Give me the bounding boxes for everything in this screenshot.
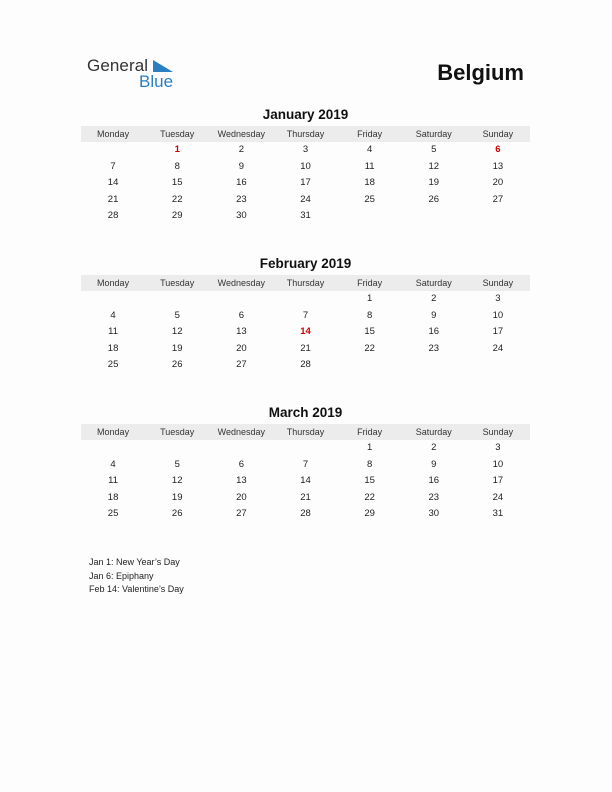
day-cell: 13 — [492, 160, 504, 172]
day-cell: 2 — [431, 442, 437, 453]
day-cell — [81, 142, 145, 159]
day-cell: 4 — [366, 144, 373, 155]
day-cell: 25 — [107, 508, 119, 519]
day-cell — [273, 291, 337, 308]
day-cell: 4 — [110, 309, 116, 321]
day-cell: 27 — [492, 193, 504, 205]
day-cell: 31 — [300, 210, 311, 221]
day-cell: 21 — [300, 342, 311, 354]
day-cell: 13 — [236, 475, 247, 486]
holiday-day-cell: 1 — [174, 144, 180, 155]
day-cell: 10 — [492, 458, 504, 470]
holiday-day-cell: 14 — [300, 326, 311, 337]
weekday-header: Saturday — [415, 427, 452, 437]
day-cell: 22 — [364, 491, 375, 503]
day-cell: 30 — [236, 210, 247, 221]
day-cell — [145, 440, 209, 457]
logo-triangle-icon — [153, 60, 173, 72]
day-cell: 24 — [492, 491, 504, 503]
day-cell: 30 — [428, 508, 440, 519]
day-cell: 23 — [236, 193, 247, 205]
day-cell: 11 — [108, 475, 118, 486]
day-cell: 21 — [107, 193, 119, 205]
day-cell — [81, 440, 145, 457]
logo-word-blue: Blue — [139, 72, 174, 91]
day-cell — [145, 291, 209, 308]
day-cell: 6 — [238, 309, 244, 321]
day-cell: 9 — [431, 309, 437, 321]
day-cell: 1 — [366, 293, 373, 304]
weekday-header: Monday — [97, 278, 130, 288]
logo-word-general: General — [87, 56, 149, 75]
week-row — [81, 490, 530, 507]
day-cell: 12 — [171, 326, 183, 337]
holiday-note: Jan 6: Epiphany — [89, 570, 154, 581]
holiday-note: Jan 1: New Year’s Day — [89, 557, 180, 567]
day-cell: 24 — [492, 342, 504, 354]
day-cell: 28 — [300, 359, 311, 370]
day-cell: 27 — [236, 359, 247, 370]
weekday-header: Sunday — [482, 129, 514, 139]
weekday-header: Monday — [97, 427, 130, 437]
day-cell: 26 — [428, 193, 440, 205]
day-cell: 25 — [107, 359, 119, 370]
day-cell — [338, 357, 402, 374]
day-cell: 2 — [238, 144, 244, 155]
week-row — [81, 208, 530, 225]
day-cell: 5 — [174, 309, 180, 321]
week-row — [81, 159, 530, 176]
day-cell: 19 — [171, 491, 183, 503]
day-cell — [81, 291, 145, 308]
day-cell: 6 — [238, 458, 244, 470]
day-cell: 18 — [364, 177, 375, 188]
day-cell: 8 — [174, 160, 180, 172]
day-cell: 11 — [364, 160, 375, 172]
day-cell: 22 — [171, 193, 183, 205]
day-cell: 16 — [428, 475, 440, 486]
day-cell: 3 — [495, 293, 501, 304]
day-cell: 17 — [300, 177, 311, 188]
day-cell: 2 — [431, 293, 437, 304]
day-cell: 14 — [300, 475, 311, 486]
day-cell: 26 — [171, 508, 183, 519]
day-cell: 9 — [431, 458, 437, 470]
weekday-header: Wednesday — [217, 129, 266, 139]
day-cell: 8 — [366, 309, 373, 321]
day-cell: 20 — [236, 342, 247, 354]
day-cell: 23 — [428, 491, 440, 503]
day-cell: 29 — [364, 508, 375, 519]
day-cell — [402, 208, 466, 225]
week-row — [81, 192, 530, 209]
month-title: January 2019 — [262, 107, 349, 122]
weekday-header: Friday — [357, 278, 383, 288]
weekday-header: Friday — [357, 427, 383, 437]
day-cell — [402, 357, 466, 374]
day-cell: 10 — [300, 160, 311, 172]
month-calendar — [81, 256, 530, 374]
day-cell: 16 — [236, 177, 247, 188]
week-row — [81, 341, 530, 358]
holiday-note: Feb 14: Valentine’s Day — [89, 584, 184, 594]
month-title: March 2019 — [268, 405, 343, 420]
day-cell: 19 — [428, 177, 440, 188]
day-cell: 15 — [364, 326, 375, 337]
month-calendar — [81, 405, 530, 523]
weekday-header: Saturday — [415, 129, 452, 139]
weekday-header: Monday — [97, 129, 130, 139]
day-cell — [209, 440, 273, 457]
day-cell — [466, 208, 530, 225]
day-cell: 8 — [366, 458, 373, 470]
weekday-header: Sunday — [482, 278, 514, 288]
weekday-header-row — [81, 275, 530, 291]
day-cell: 5 — [431, 144, 437, 155]
week-row — [81, 506, 530, 523]
day-cell: 17 — [492, 475, 504, 486]
week-row — [81, 291, 530, 308]
holiday-notes — [89, 556, 184, 597]
holiday-day-cell: 6 — [495, 144, 501, 155]
day-cell: 15 — [364, 475, 375, 486]
weekday-header-row — [81, 424, 530, 440]
weekday-header: Tuesday — [160, 427, 195, 437]
weekday-header-row — [81, 126, 530, 142]
weekday-header: Thursday — [286, 427, 325, 437]
day-cell: 26 — [171, 359, 183, 370]
day-cell: 27 — [236, 508, 247, 519]
day-cell: 18 — [107, 491, 119, 503]
day-cell: 24 — [300, 193, 311, 205]
day-cell: 22 — [364, 342, 375, 354]
week-row — [81, 175, 530, 192]
week-row — [81, 457, 530, 474]
day-cell: 19 — [171, 342, 183, 354]
day-cell: 28 — [107, 210, 119, 221]
day-cell: 1 — [366, 442, 373, 453]
day-cell: 12 — [428, 160, 440, 172]
week-row — [81, 357, 530, 374]
week-row — [81, 440, 530, 457]
day-cell: 12 — [171, 475, 183, 486]
day-cell — [273, 440, 337, 457]
weekday-header: Saturday — [415, 278, 452, 288]
month-calendar — [81, 107, 530, 225]
weekday-header: Wednesday — [217, 278, 266, 288]
day-cell: 21 — [300, 491, 311, 503]
day-cell — [209, 291, 273, 308]
day-cell: 3 — [302, 144, 309, 155]
week-row — [81, 473, 530, 490]
day-cell: 14 — [107, 177, 119, 188]
weekday-header: Tuesday — [160, 129, 195, 139]
day-cell: 10 — [492, 309, 504, 321]
day-cell: 5 — [174, 458, 180, 470]
day-cell: 20 — [236, 491, 247, 503]
day-cell: 23 — [428, 342, 440, 354]
day-cell: 4 — [110, 458, 116, 470]
weekday-header: Thursday — [286, 129, 325, 139]
day-cell — [338, 208, 402, 225]
day-cell: 7 — [302, 458, 309, 470]
weekday-header: Wednesday — [217, 427, 266, 437]
day-cell: 13 — [236, 326, 247, 337]
day-cell: 11 — [108, 326, 118, 337]
weekday-header: Tuesday — [160, 278, 195, 288]
day-cell — [466, 357, 530, 374]
week-row — [81, 308, 530, 325]
week-row — [81, 142, 530, 159]
month-title: February 2019 — [259, 256, 352, 271]
day-cell: 17 — [492, 326, 504, 337]
day-cell: 25 — [364, 193, 375, 205]
week-row — [81, 324, 530, 341]
day-cell: 28 — [300, 508, 311, 519]
day-cell: 9 — [238, 160, 244, 172]
day-cell: 7 — [110, 160, 116, 172]
weekday-header: Sunday — [482, 427, 514, 437]
day-cell: 3 — [495, 442, 501, 453]
day-cell: 7 — [302, 309, 309, 321]
day-cell: 29 — [171, 210, 183, 221]
weekday-header: Friday — [357, 129, 383, 139]
day-cell: 15 — [171, 177, 183, 188]
day-cell: 16 — [428, 326, 440, 337]
weekday-header: Thursday — [286, 278, 325, 288]
day-cell: 31 — [492, 508, 504, 519]
day-cell: 20 — [492, 177, 504, 188]
country-title: Belgium — [437, 60, 524, 85]
general-blue-logo — [87, 56, 197, 96]
day-cell: 18 — [107, 342, 119, 354]
